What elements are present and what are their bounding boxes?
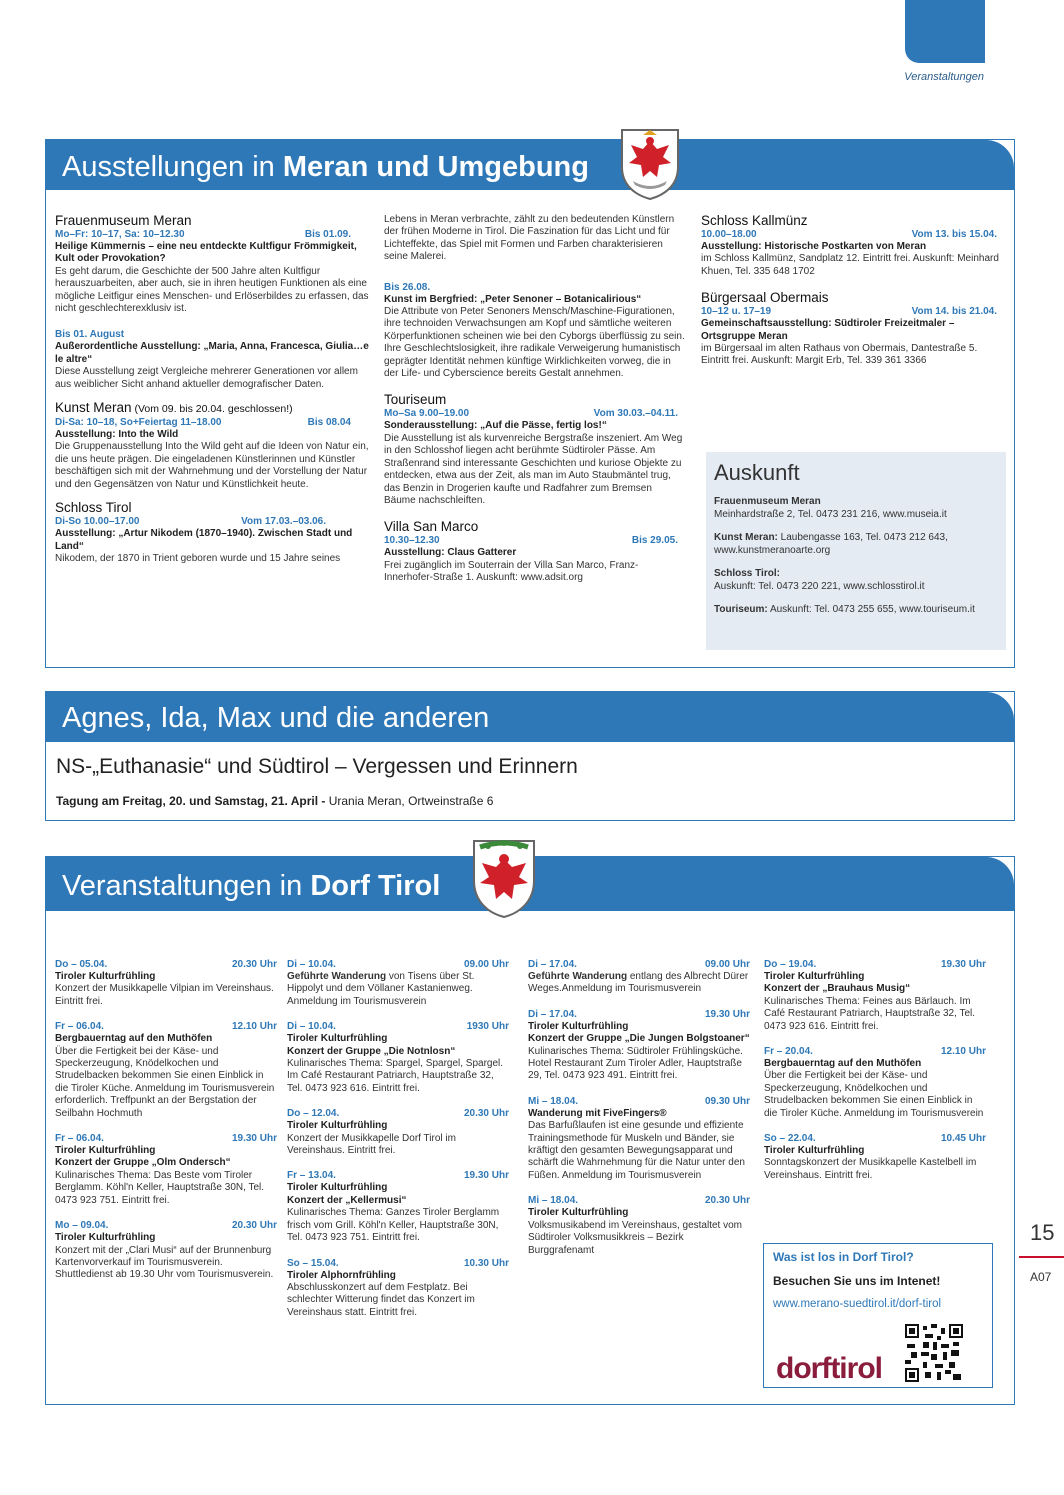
- meran-entry: [55, 213, 371, 315]
- event-title: Sonderausstellung: „Auf die Pässe, fertig los!“: [384, 420, 607, 432]
- meran-title-light: Ausstellungen in: [62, 151, 283, 183]
- event-date-line: [287, 1021, 509, 1033]
- dorf-title-bold: Dorf Tirol: [310, 870, 441, 902]
- auskunft-title: Auskunft: [714, 460, 800, 485]
- date-line: Bis 01. August: [55, 329, 125, 341]
- event-day: Fr – 06.04.: [55, 1133, 104, 1145]
- dorf-info-box: [763, 1243, 993, 1388]
- event-time: 09.30 Uhr: [704, 1095, 750, 1107]
- event-entry: [287, 1021, 509, 1095]
- event-date-line: [528, 1009, 750, 1021]
- event-day: So – 22.04.: [764, 1133, 816, 1145]
- meran-title-bold: Meran und Umgebung: [282, 151, 589, 183]
- date-line: Di-Sa: 10–18, So+Feiertag 11–18.00 Bis 08.04: [55, 417, 351, 429]
- event-title: Geführte Wanderung: [287, 971, 387, 982]
- meran-col-2: [384, 214, 686, 594]
- auskunft-row: Kunst Meran: Laubengasse 163, Tel. 0473 212 643, www.kunstmeranoarte.org: [714, 532, 948, 556]
- event-date-line: [528, 959, 750, 971]
- dorf-col-3: [528, 959, 750, 1270]
- event-text: Kulinarisches Thema: Das Beste vom Tiroler Berglamm. Köhl'n Keller, Hauptstraße 30N, Tel. 0473 923 751. Eintritt frei.: [55, 1169, 265, 1206]
- event-date-line: [764, 959, 986, 971]
- meran-entry: [384, 519, 686, 584]
- event-time: 19.30 Uhr: [231, 1133, 277, 1145]
- event-title: Außerordentliche Ausstellung: „Maria, Anna, Francesca, Giulia…e le altre“: [55, 341, 369, 365]
- event-date-line: [287, 1108, 509, 1120]
- event-time: 19.30 Uhr: [463, 1170, 509, 1182]
- meran-entry: [384, 214, 686, 264]
- event-title: Tiroler Kulturfrühling: [528, 1207, 629, 1219]
- event-time: 20.30 Uhr: [463, 1108, 509, 1120]
- event-date-line: [55, 959, 277, 971]
- agnes-header: [46, 692, 1014, 742]
- event-text: Kulinarisches Thema: Ganzes Tiroler Berglamm frisch vom Grill. Köhl'n Keller, Hauptstraße 30N, Tel. 0473 923 751. Eintritt frei.: [287, 1207, 500, 1244]
- meran-entry: [384, 282, 686, 381]
- event-title: Tiroler Kulturfrühling: [287, 1182, 388, 1194]
- top-tab-marker: [905, 0, 985, 63]
- event-time: 20.30 Uhr: [231, 959, 277, 970]
- event-day: Do – 05.04.: [55, 959, 108, 970]
- event-entry: [55, 959, 277, 1008]
- event-text: im Bürgersaal im alten Rathaus von Obermais, Dantestraße 5. Eintritt frei. Auskunft: Margit Erb, Tel. 339 361 3366: [701, 343, 978, 367]
- event-title: Wanderung mit FiveFingers®: [528, 1107, 667, 1119]
- event-text: Konzert der Musikkapelle Dorf Tirol im Vereinshaus. Eintritt frei.: [287, 1132, 456, 1157]
- event-text: [287, 971, 509, 1008]
- auskunft-row: Schloss Tirol: Auskunft: Tel. 0473 220 221, www.schlosstirol.it: [714, 568, 925, 592]
- event-title: Tiroler Kulturfrühling: [55, 1145, 156, 1157]
- event-entry: [764, 959, 986, 1033]
- event-title: Bergbauerntag auf den Muthöfen: [764, 1058, 922, 1070]
- agnes-title: Agnes, Ida, Max und die anderen: [62, 702, 490, 734]
- event-time: 19.30 Uhr: [940, 959, 986, 970]
- section-label: Veranstaltungen: [904, 71, 984, 83]
- event-text: Es geht darum, die Geschichte der 500 Jahre alten Kultfigur herauszuarbeiten, aber auch, sie in ihren heutigen Funktionen als eine mögliche Leitfigur eines Menschen- und Erlöserbildes zu erfassen, das nicht geschlechterexklusiv ist.: [55, 265, 369, 315]
- venue-title: Schloss Kallmünz: [701, 213, 808, 228]
- info-visit: Besuchen Sie uns im Intenet!: [773, 1274, 941, 1288]
- meran-col-1: [55, 213, 371, 574]
- event-time: 10.30 Uhr: [463, 1257, 509, 1269]
- event-title: Tiroler Alphornfrühling: [287, 1269, 396, 1281]
- event-title: Tiroler Kulturfrühling: [55, 1232, 156, 1244]
- meran-entry: [55, 500, 371, 565]
- event-text: Konzert der Musikkapelle Vilpian im Vereinshaus. Eintritt frei.: [55, 983, 274, 1007]
- date-line: 10.00–18.00 Vom 13. bis 15.04.: [701, 229, 997, 240]
- event-day: So – 15.04.: [287, 1257, 339, 1269]
- event-time: 10.45 Uhr: [940, 1133, 986, 1145]
- event-entry: [528, 1009, 750, 1083]
- event-entry: [764, 1133, 986, 1182]
- dorftirol-logo: dorftirol: [776, 1352, 882, 1385]
- event-time: 1930 Uhr: [466, 1021, 509, 1033]
- event-time: 09.00 Uhr: [704, 959, 750, 970]
- event-description: von Tisens über St. Hippolyt und dem Völlaner Kastanienweg. Anmeldung im Tourismusverein: [287, 971, 475, 1007]
- event-day: Di – 17.04.: [528, 1008, 577, 1020]
- date-line: Mo–Fr: 10–17, Sa: 10–12.30 Bis 01.09.: [55, 229, 351, 240]
- venue-title: Schloss Tirol: [55, 500, 132, 516]
- venue-title: Frauenmuseum Meran: [55, 213, 192, 228]
- info-question: Was ist los in Dorf Tirol?: [773, 1250, 914, 1264]
- event-day: Fr – 13.04.: [287, 1170, 336, 1182]
- dorf-col-1: [55, 959, 277, 1295]
- event-time: 20.30 Uhr: [231, 1220, 277, 1232]
- meran-entry: [55, 329, 371, 391]
- date-line: 10.30–12.30 Bis 29.05.: [384, 535, 678, 547]
- qr-code-icon: [905, 1324, 963, 1382]
- venue-title: Touriseum: [384, 392, 447, 408]
- tirol-coat-of-arms-icon: [619, 127, 681, 201]
- event-date-line: [55, 1021, 277, 1033]
- event-entry: [55, 1133, 277, 1207]
- event-title: Tiroler Kulturfrühling: [528, 1020, 629, 1032]
- event-day: Di – 10.04.: [287, 959, 336, 970]
- event-entry: [55, 1220, 277, 1282]
- event-day: Mi – 18.04.: [528, 1095, 579, 1107]
- event-entry: [287, 1108, 509, 1157]
- event-subtitle: Konzert der „Brauhaus Musig“: [764, 983, 911, 995]
- event-title: Tiroler Kulturfrühling: [287, 1120, 388, 1132]
- event-text: Die Ausstellung ist als kurvenreiche Bergstraße inszeniert. Am Weg in den Schlosshof liegen acht berühmte Südtiroler Pässe. Am Straßenrand sind interessante Geschichten und kuriose Objekte zu entdecken, etwa aus der Zeit, als man im Auto Staubmäntel trug, das Benzin in Drogerien kaufte und Radfahrer zum Bremsen Bäume nachschleiften.: [384, 432, 683, 506]
- event-text: Kulinarisches Thema: Feines aus Bärlauch. Im Café Restaurant Patriarch, Hauptstraße 32, Tel. 0473 923 616. Eintritt frei.: [764, 995, 976, 1032]
- event-title: Tiroler Kulturfrühling: [764, 1145, 865, 1157]
- meran-entry: [55, 400, 371, 491]
- event-subtitle: Konzert der „Kellermusi“: [287, 1194, 407, 1206]
- dorf-col-2: [287, 959, 509, 1332]
- date-line: Di-So 10.00–17.00 Vom 17.03.–03.06.: [55, 516, 326, 528]
- event-time: 09.00 Uhr: [463, 959, 509, 970]
- event-text: Die Gruppenausstellung Into the Wild geht auf die Ideen von Natur ein, die uns heute prägen. Die eingeladenen Künstlerinnen und Künstler beschäftigen sich mit der Wahrnehmung und der Vorstellung der Natur und den Gegensätzen von Natur und Künstlichkeit heute.: [55, 441, 369, 490]
- venue-title: Kunst Meran (Vom 09. bis 20.04. geschlossen!): [55, 400, 293, 416]
- event-title: Kunst im Bergfried: „Peter Senoner – Botanicalirious“: [384, 293, 642, 305]
- event-text: Die Attribute von Peter Senoners Mensch/Maschine-Figurationen, ihre technoiden Verwachsungen am Kopf und sämtliche weiteren Körperfunktionen scheinen wie bei den Cyborgs überflüssig zu sein. Ihre Geschlechtslosigkeit, ihre radikale Verweigerung humanistisch geprägter Identität nehmen künftige Wirklichkeiten vorweg, die in der Life- und Cyberscience bereits Gestalt annehmen.: [384, 306, 685, 380]
- venue-title: Villa San Marco: [384, 519, 479, 535]
- event-date-line: [287, 1258, 509, 1270]
- event-title: Geführte Wanderung: [528, 971, 628, 982]
- event-entry: [287, 1170, 509, 1244]
- event-day: Di – 17.04.: [528, 959, 577, 970]
- event-description: entlang des Albrecht Dürer Weges.Anmeldung im Tourismusverein: [528, 971, 749, 995]
- event-text: Über die Fertigkeit bei der Käse- und Speckerzeugung, Knödelkochen und Strudelbacken bekommen Sie einen Einblick in die Tiroler Küche. Anmeldung im Tourismusverein erforderlich. Treffpunkt an der Bergstation der Seilbahn Hochmuth: [55, 1045, 275, 1119]
- event-date-line: [528, 1096, 750, 1108]
- auskunft-row: Frauenmuseum Meran Meinhardstraße 2, Tel. 0473 231 216, www.museia.it: [714, 496, 947, 520]
- event-text: Sonntagskonzert der Musikkapelle Kastelbell im Vereinshaus. Eintritt frei.: [764, 1157, 977, 1181]
- event-text: [528, 971, 750, 996]
- event-time: 12.10 Uhr: [940, 1046, 986, 1058]
- event-text: Kulinarisches Thema: Spargel, Spargel, Spargel. Im Café Restaurant Patriarch, Hauptstraße 32, Tel. 0473 923 616. Eintritt frei.: [287, 1058, 504, 1094]
- event-subtitle: Konzert der Gruppe „Die Jungen Bolgstoaner“: [528, 1033, 750, 1045]
- event-day: Do – 12.04.: [287, 1108, 340, 1120]
- dorf-col-4: [764, 959, 986, 1195]
- event-entry: [528, 959, 750, 996]
- event-text: Diese Ausstellung zeigt Vergleiche mehrerer Generationen vor allem aus weiblicher Sicht anhand aktueller demografischer Daten.: [55, 366, 358, 390]
- event-text: Kulinarisches Thema: Südtiroler Frühlingsküche. Hotel Restaurant Zum Tiroler Adler, Hauptstraße 29, Tel. 0473 923 491. Eintritt frei.: [528, 1045, 743, 1082]
- event-subtitle: Konzert der Gruppe „Die Notnlosn“: [287, 1045, 456, 1057]
- auskunft-row: Touriseum: Auskunft: Tel. 0473 255 655, www.touriseum.it: [714, 604, 975, 615]
- event-entry: [287, 1258, 509, 1320]
- event-title: Bergbauerntag auf den Muthöfen: [55, 1033, 213, 1045]
- event-date-line: [528, 1195, 750, 1207]
- event-entry: [287, 959, 509, 1008]
- auskunft-box: [706, 452, 1006, 650]
- event-time: 20.30 Uhr: [704, 1195, 750, 1207]
- event-date-line: [55, 1133, 277, 1145]
- event-title: Ausstellung: Historische Postkarten von Meran: [701, 241, 927, 252]
- event-text: im Schloss Kallmünz, Sandplatz 12. Eintritt frei. Auskunft: Meinhard Khuen, Tel. 335 648 1702: [701, 253, 999, 277]
- event-title: Ausstellung: Claus Gatterer: [384, 547, 517, 559]
- venue-title: Bürgersaal Obermais: [701, 290, 829, 306]
- event-title: Tiroler Kulturfrühling: [764, 971, 865, 982]
- event-text: Lebens in Meran verbrachte, zählt zu den bedeutenden Künstlern der frühen Moderne in Tirol. Die Faszination für das Licht und für Lichteffekte, das Spiel mit Formen und Farben charakterisieren seine Malerei.: [384, 214, 675, 263]
- dorf-tirol-coat-of-arms-icon: [470, 837, 538, 919]
- meran-header: [46, 140, 1014, 190]
- date-line: 10–12 u. 17–19 Vom 14. bis 21.04.: [701, 306, 997, 318]
- meran-entry: [384, 392, 686, 507]
- event-entry: [55, 1021, 277, 1120]
- dorf-title-light: Veranstaltungen in: [62, 870, 311, 902]
- event-date-line: [287, 959, 509, 971]
- event-text: Konzert mit der „Clari Musi“ auf der Brunnenburg Kartenvorverkauf im Tourismusverein. Shuttledienst ab 19.30 Uhr vom Tourismusverein.: [55, 1244, 274, 1281]
- event-date-line: [287, 1170, 509, 1182]
- event-date-line: [55, 1220, 277, 1232]
- event-title: Gemeinschaftsausstellung: Südtiroler Freizeitmaler – Ortsgruppe Meran: [701, 318, 955, 342]
- event-time: 19.30 Uhr: [704, 1008, 750, 1020]
- event-day: Do – 19.04.: [764, 959, 817, 970]
- event-day: Mi – 18.04.: [528, 1195, 579, 1207]
- agnes-subtitle: NS-„Euthanasie“ und Südtirol – Vergessen und Erinnern: [56, 755, 578, 778]
- event-day: Fr – 20.04.: [764, 1046, 813, 1058]
- event-day: Di – 10.04.: [287, 1021, 336, 1033]
- page-number-divider: [1019, 1256, 1064, 1258]
- page-number: 15: [1030, 1220, 1055, 1245]
- event-title: Ausstellung: „Artur Nikodem (1870–1940). Zwischen Stadt und Land“: [55, 528, 353, 552]
- event-title: Heilige Kümmernis – eine neu entdeckte Kultfigur Frömmigkeit, Kult oder Provokation?: [55, 241, 357, 265]
- meran-entry: [701, 213, 1001, 278]
- event-day: Fr – 06.04.: [55, 1021, 104, 1033]
- event-text: Nikodem, der 1870 in Trient geboren wurde und 15 Jahre seines: [55, 552, 341, 564]
- event-day: Mo – 09.04.: [55, 1220, 109, 1232]
- date-line: Bis 26.08.: [384, 281, 431, 293]
- event-date-line: [764, 1133, 986, 1145]
- event-date-line: [764, 1046, 986, 1058]
- event-entry: [764, 1046, 986, 1120]
- event-title: Ausstellung: Into the Wild: [55, 429, 179, 441]
- meran-entry: [701, 290, 1001, 368]
- event-text: Abschlusskonzert auf dem Festplatz. Bei schlechter Witterung findet das Konzert im Vereinshaus statt. Eintritt frei.: [287, 1281, 475, 1318]
- event-text: Volksmusikabend im Vereinshaus, gestaltet vom Südtiroler Volksmusikkreis – Bezirk Burggrafenamt: [528, 1219, 742, 1256]
- event-time: 12.10 Uhr: [231, 1021, 277, 1033]
- meran-col-3: [701, 213, 1001, 377]
- event-entry: [528, 1195, 750, 1257]
- event-title: Tiroler Kulturfrühling: [287, 1033, 388, 1045]
- info-url-link[interactable]: www.merano-suedtirol.it/dorf-tirol: [773, 1298, 942, 1310]
- event-subtitle: Konzert der Gruppe „Olm Ondersch“: [55, 1157, 231, 1169]
- agnes-date-line: Tagung am Freitag, 20. und Samstag, 21. April - Urania Meran, Ortweinstraße 6: [56, 794, 494, 808]
- event-text: Über die Fertigkeit bei der Käse- und Speckerzeugung, Knödelkochen und Strudelbacken bekommen Sie einen Einblick in die Tiroler Küche. Anmeldung im Tourismusverein: [764, 1070, 984, 1119]
- event-text: Das Barfußlaufen ist eine gesunde und effiziente Trainingsmethode für Muskeln und Bänder, sie kräftigt den gesamten Bewegungsapparat und schärft die Wahrnehmung für die Natur unter den Füßen. Anmeldung im Tourismusverein: [528, 1120, 745, 1181]
- event-title: Tiroler Kulturfrühling: [55, 971, 156, 982]
- date-line: Mo–Sa 9.00–19.00 Vom 30.03.–04.11.: [384, 408, 678, 420]
- event-text: Frei zugänglich im Souterrain der Villa San Marco, Franz-Innerhofer-Straße 1. Auskunft: www.adsit.org: [384, 559, 639, 584]
- event-entry: [528, 1096, 750, 1182]
- page-code: A07: [1030, 1270, 1052, 1284]
